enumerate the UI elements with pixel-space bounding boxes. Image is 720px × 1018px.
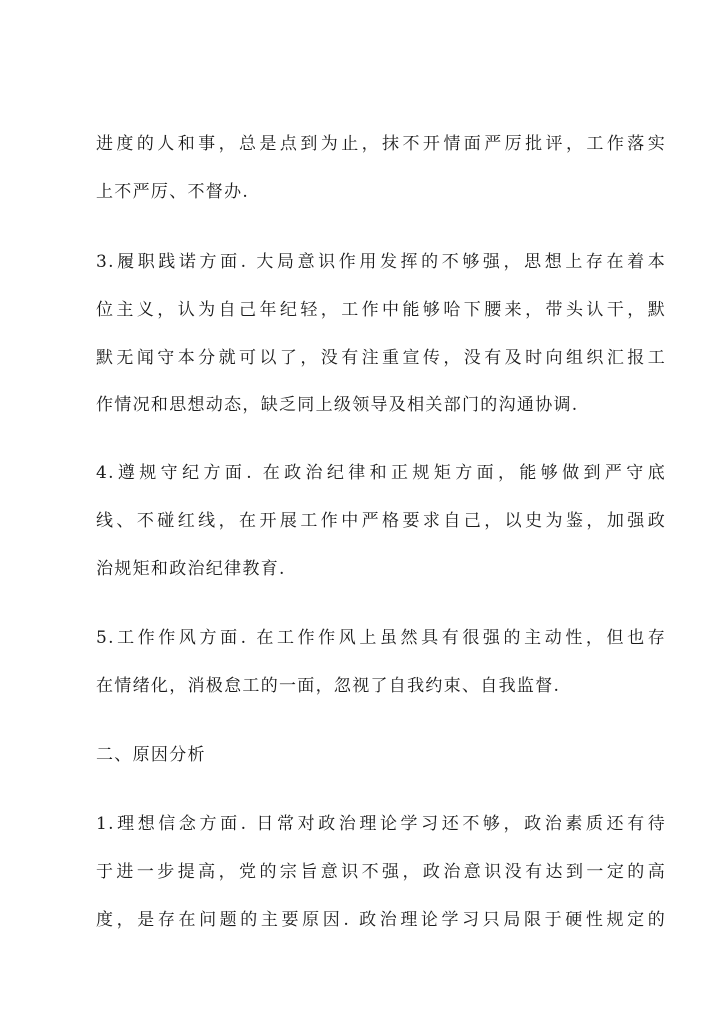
paragraph-0-line-0: 进度的人和事，总是点到为止，抹不开情面严厉批评，工作落实 [96, 134, 666, 154]
paragraph-3-line-0: 5.工作作风方面. 在工作作风上虽然具有很强的主动性，但也存 [96, 628, 666, 648]
paragraph-2-line-0: 4.遵规守纪方面. 在政治纪律和正规矩方面，能够做到严守底 [96, 463, 666, 483]
paragraph-1-line-3: 作情况和思想动态，缺乏同上级领导及相关部门的沟通协调. [96, 395, 579, 415]
paragraph-1-line-0: 3.履职践诺方面. 大局意识作用发挥的不够强，思想上存在着本 [96, 252, 666, 272]
paragraph-1-line-1: 位主义，认为自己年纪轻，工作中能够哈下腰来，带头认干，默 [96, 300, 666, 320]
paragraph-1-line-2: 默无闻守本分就可以了，没有注重宣传，没有及时向组织汇报工 [96, 348, 666, 368]
paragraph-5-line-0: 1.理想信念方面. 日常对政治理论学习还不够，政治素质还有待 [96, 814, 666, 834]
paragraph-2-line-1: 线、不碰红线，在开展工作中严格要求自己，以史为鉴，加强政 [96, 511, 666, 531]
paragraph-2-line-2: 治规矩和政治纪律教育. [96, 559, 286, 579]
paragraph-0-line-1: 上不严厉、不督办. [96, 182, 250, 202]
paragraph-5-line-1: 于进一步提高，党的宗旨意识不强，政治意识没有达到一定的高 [96, 862, 666, 882]
paragraph-5-line-2: 度，是存在问题的主要原因. 政治理论学习只局限于硬性规定的 [96, 910, 666, 930]
paragraph-3-line-1: 在情绪化，消极怠工的一面，忽视了自我约束、自我监督. [96, 676, 561, 696]
section-heading: 二、原因分析 [96, 745, 206, 765]
